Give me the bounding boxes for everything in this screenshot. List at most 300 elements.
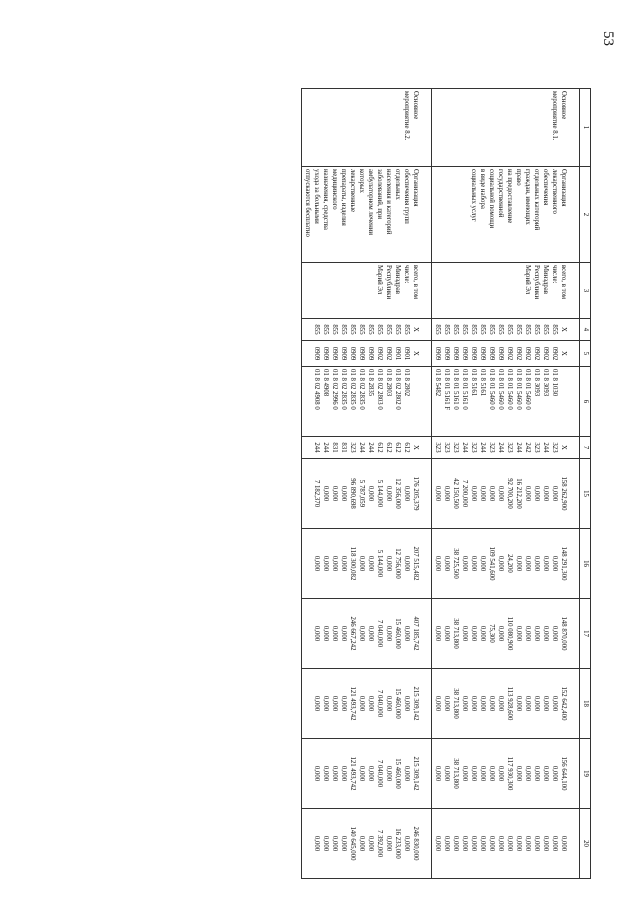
measure-name-cell xyxy=(374,89,383,167)
executor-cell: всего, в том xyxy=(558,263,580,319)
col-header: 17 xyxy=(580,599,591,669)
measure-description-cell: в виде набора xyxy=(477,167,486,263)
value-cell: 855 xyxy=(356,319,365,341)
value-cell: 244 xyxy=(495,437,504,459)
value-cell: 0,000 xyxy=(486,459,495,529)
value-cell: 855 xyxy=(365,319,374,341)
value-cell: 612 xyxy=(383,437,392,459)
value-cell: 0,000 xyxy=(531,669,540,739)
measure-name-cell: Основное xyxy=(410,89,432,167)
executor-cell xyxy=(450,263,459,319)
value-cell: 0,000 xyxy=(468,529,477,599)
executor-cell: всего, в том xyxy=(410,263,432,319)
table-row xyxy=(549,89,558,879)
value-cell: X xyxy=(410,437,432,459)
value-cell: 0909 xyxy=(329,341,338,367)
header-row xyxy=(580,89,591,879)
value-cell: 0,000 xyxy=(549,669,558,739)
value-cell: 0,000 xyxy=(383,809,392,879)
value-cell: 0,000 xyxy=(311,739,320,809)
rotated-table-container xyxy=(111,88,591,878)
value-cell: 0902 xyxy=(522,341,531,367)
measure-description-cell: препараты, изделия xyxy=(338,167,347,263)
value-cell: 0909 xyxy=(495,341,504,367)
value-cell: 12 356,000 xyxy=(392,459,401,529)
budget-table xyxy=(301,88,591,879)
value-cell xyxy=(302,367,312,437)
col-header: 20 xyxy=(580,809,591,879)
executor-cell xyxy=(459,263,468,319)
value-cell: 855 xyxy=(522,319,531,341)
value-cell: 612 xyxy=(401,437,410,459)
value-cell: 215 309,142 xyxy=(410,669,432,739)
value-cell: 01 8 01 5460 0 xyxy=(495,367,504,437)
value-cell: 244 xyxy=(356,437,365,459)
measure-name-cell xyxy=(522,89,531,167)
measure-description-cell: которых xyxy=(356,167,365,263)
measure-name-cell xyxy=(347,89,356,167)
value-cell: 38 725,500 xyxy=(450,529,459,599)
value-cell: 0,000 xyxy=(320,809,329,879)
measure-name-cell xyxy=(450,89,459,167)
value-cell: 15 460,000 xyxy=(392,739,401,809)
value-cell: 323 xyxy=(504,437,513,459)
value-cell: 0909 xyxy=(477,341,486,367)
value-cell: 831 xyxy=(329,437,338,459)
measure-description-cell: государственной xyxy=(495,167,504,263)
value-cell: 0,000 xyxy=(477,669,486,739)
value-cell: 0,000 xyxy=(531,739,540,809)
value-cell: 0909 xyxy=(347,341,356,367)
table-row xyxy=(365,89,374,879)
value-cell: 0,000 xyxy=(504,809,513,879)
value-cell: 855 xyxy=(338,319,347,341)
measure-name-cell xyxy=(459,89,468,167)
value-cell: 7 392,000 xyxy=(374,809,383,879)
measure-name-cell xyxy=(392,89,401,167)
value-cell: 207 515,482 xyxy=(410,529,432,599)
executor-cell: Республики xyxy=(383,263,392,319)
executor-cell xyxy=(495,263,504,319)
measure-description-cell: лекарственные xyxy=(347,167,356,263)
value-cell: 0,000 xyxy=(531,599,540,669)
value-cell xyxy=(558,367,580,437)
value-cell xyxy=(302,739,312,809)
value-cell: 0,000 xyxy=(329,529,338,599)
measure-description-cell: населения и категорий xyxy=(383,167,392,263)
value-cell: 0902 xyxy=(374,341,383,367)
value-cell: 117 930,300 xyxy=(504,739,513,809)
measure-name-cell xyxy=(540,89,549,167)
value-cell: 15 460,000 xyxy=(392,669,401,739)
value-cell: 244 xyxy=(459,437,468,459)
value-cell: 140 645,000 xyxy=(347,809,356,879)
col-header: 2 xyxy=(580,167,591,263)
value-cell: 0,000 xyxy=(365,529,374,599)
measure-name-cell xyxy=(531,89,540,167)
value-cell: 0,000 xyxy=(486,739,495,809)
value-cell: 0,000 xyxy=(513,599,522,669)
value-cell: 0,000 xyxy=(356,599,365,669)
value-cell: 0,000 xyxy=(311,599,320,669)
value-cell xyxy=(410,367,432,437)
measure-name-cell xyxy=(441,89,450,167)
value-cell: 0,000 xyxy=(356,529,365,599)
value-cell: 855 xyxy=(329,319,338,341)
value-cell: 0,000 xyxy=(549,599,558,669)
value-cell: 0902 xyxy=(513,341,522,367)
value-cell: 0909 xyxy=(486,341,495,367)
value-cell: 01 8 02 2996 0 xyxy=(329,367,338,437)
value-cell: 01 8 02 2803 0 xyxy=(374,367,383,437)
measure-name-cell xyxy=(311,89,320,167)
value-cell: 148 291,300 xyxy=(558,529,580,599)
value-cell: 7 040,000 xyxy=(374,599,383,669)
value-cell: 0,000 xyxy=(441,809,450,879)
value-cell: 01 8 01 5161 F xyxy=(441,367,450,437)
value-cell: 831 xyxy=(338,437,347,459)
value-cell xyxy=(302,669,312,739)
value-cell: 0,000 xyxy=(338,669,347,739)
value-cell: 855 xyxy=(374,319,383,341)
value-cell: 0902 xyxy=(383,341,392,367)
value-cell: 323 xyxy=(549,437,558,459)
table-row xyxy=(504,89,513,879)
value-cell: 0,000 xyxy=(383,599,392,669)
value-cell xyxy=(302,437,312,459)
measure-name-cell xyxy=(495,89,504,167)
table-row xyxy=(356,89,365,879)
measure-description-cell: ухода за больными xyxy=(311,167,320,263)
value-cell: 323 xyxy=(432,437,442,459)
value-cell: 244 xyxy=(540,437,549,459)
value-cell: X xyxy=(558,319,580,341)
value-cell: 0,000 xyxy=(441,739,450,809)
value-cell: 0901 xyxy=(401,341,410,367)
executor-cell xyxy=(441,263,450,319)
executor-cell: Минздрав xyxy=(540,263,549,319)
executor-cell xyxy=(486,263,495,319)
measure-description-cell: медицинского xyxy=(329,167,338,263)
table-row xyxy=(383,89,392,879)
measure-description-cell: отдельных категорий xyxy=(531,167,540,263)
value-cell: 855 xyxy=(459,319,468,341)
value-cell: 0902 xyxy=(531,341,540,367)
value-cell: 0,000 xyxy=(540,459,549,529)
value-cell: 01 8 02 2802 0 xyxy=(392,367,401,437)
value-cell: 0,000 xyxy=(338,739,347,809)
value-cell: 0,000 xyxy=(441,529,450,599)
value-cell: X xyxy=(410,341,432,367)
value-cell: 612 xyxy=(392,437,401,459)
measure-description-cell: лекарственного xyxy=(549,167,558,263)
value-cell: 323 xyxy=(486,437,495,459)
value-cell: 0,000 xyxy=(522,529,531,599)
value-cell: 0,000 xyxy=(320,739,329,809)
value-cell: 0,000 xyxy=(356,739,365,809)
value-cell: 0,000 xyxy=(311,809,320,879)
measure-name-cell: Основное xyxy=(558,89,580,167)
value-cell: 24,200 xyxy=(504,529,513,599)
value-cell: 0,000 xyxy=(432,459,442,529)
value-cell: 0,000 xyxy=(549,529,558,599)
measure-description-cell: обеспечения xyxy=(540,167,549,263)
value-cell: 0,000 xyxy=(401,669,410,739)
value-cell: 38 713,800 xyxy=(450,739,459,809)
table-row xyxy=(495,89,504,879)
value-cell: 0,000 xyxy=(320,529,329,599)
value-cell: 0909 xyxy=(338,341,347,367)
value-cell: 01 8 01 5161 0 xyxy=(450,367,459,437)
value-cell: 01 8 02 4908 0 xyxy=(311,367,320,437)
table-row xyxy=(329,89,338,879)
measure-name-cell xyxy=(477,89,486,167)
value-cell: 0,000 xyxy=(432,599,442,669)
value-cell: 246 667,242 xyxy=(347,599,356,669)
table-row xyxy=(477,89,486,879)
measure-name-cell: мероприятие 8.1. xyxy=(549,89,558,167)
value-cell: 109 541,600 xyxy=(486,529,495,599)
value-cell: 38 713,800 xyxy=(450,599,459,669)
value-cell: 0,000 xyxy=(401,739,410,809)
col-header: 15 xyxy=(580,459,591,529)
value-cell: 0909 xyxy=(311,341,320,367)
table-row xyxy=(558,89,580,879)
executor-cell: числе: xyxy=(401,263,410,319)
value-cell: X xyxy=(558,437,580,459)
measure-name-cell xyxy=(338,89,347,167)
value-cell: 110 080,900 xyxy=(504,599,513,669)
value-cell: 0,000 xyxy=(432,739,442,809)
value-cell: 01 8 2803 xyxy=(383,367,392,437)
value-cell: 407 185,742 xyxy=(410,599,432,669)
col-header: 6 xyxy=(580,367,591,437)
value-cell xyxy=(302,529,312,599)
value-cell: 244 xyxy=(311,437,320,459)
value-cell xyxy=(302,809,312,879)
value-cell: X xyxy=(410,319,432,341)
value-cell: 01 8 2802 xyxy=(401,367,410,437)
value-cell: 7 182,370 xyxy=(311,459,320,529)
value-cell: 0,000 xyxy=(540,599,549,669)
col-header: 5 xyxy=(580,341,591,367)
value-cell: 0,000 xyxy=(311,669,320,739)
value-cell: 0,000 xyxy=(513,529,522,599)
value-cell: 0,000 xyxy=(468,809,477,879)
value-cell: 01 8 3093 xyxy=(531,367,540,437)
table-row xyxy=(320,89,329,879)
value-cell: 5 787,059 xyxy=(356,459,365,529)
value-cell: 0,000 xyxy=(495,809,504,879)
value-cell: 0,000 xyxy=(320,669,329,739)
table-row xyxy=(347,89,356,879)
measure-name-cell xyxy=(302,89,312,167)
value-cell: 01 8 3093 xyxy=(540,367,549,437)
value-cell: 612 xyxy=(374,437,383,459)
measure-name-cell xyxy=(383,89,392,167)
value-cell: 0,000 xyxy=(338,459,347,529)
value-cell: 0,000 xyxy=(320,599,329,669)
table-row xyxy=(513,89,522,879)
table-row xyxy=(531,89,540,879)
table-row xyxy=(450,89,459,879)
value-cell: 148 870,000 xyxy=(558,599,580,669)
value-cell: 01 8 2835 xyxy=(365,367,374,437)
value-cell: 0,000 xyxy=(311,529,320,599)
value-cell: 01 8 02 2835 0 xyxy=(347,367,356,437)
value-cell: 246 830,000 xyxy=(410,809,432,879)
table-row xyxy=(401,89,410,879)
value-cell: 0,000 xyxy=(459,739,468,809)
measure-description-cell: обеспечения групп xyxy=(401,167,410,263)
value-cell: 121 493,742 xyxy=(347,669,356,739)
value-cell: 0,000 xyxy=(365,459,374,529)
value-cell: 244 xyxy=(477,437,486,459)
table-row xyxy=(338,89,347,879)
value-cell: 855 xyxy=(504,319,513,341)
value-cell: 0909 xyxy=(432,341,442,367)
measure-description-cell xyxy=(450,167,459,263)
executor-cell xyxy=(320,263,329,319)
value-cell: 0,000 xyxy=(468,599,477,669)
table-row xyxy=(441,89,450,879)
value-cell: 0,000 xyxy=(441,669,450,739)
value-cell: 0,000 xyxy=(329,739,338,809)
value-cell: 0,000 xyxy=(459,529,468,599)
value-cell: 0,000 xyxy=(549,809,558,879)
measure-description-cell: Организация xyxy=(410,167,432,263)
col-header: 4 xyxy=(580,319,591,341)
value-cell: 0,000 xyxy=(450,809,459,879)
value-cell: 01 8 02 2835 0 xyxy=(338,367,347,437)
value-cell: 0,000 xyxy=(432,529,442,599)
value-cell: 0,000 xyxy=(495,529,504,599)
value-cell: 121 493,742 xyxy=(347,739,356,809)
value-cell: 0902 xyxy=(549,341,558,367)
value-cell: 7 040,000 xyxy=(374,669,383,739)
value-cell: 855 xyxy=(432,319,442,341)
value-cell: 96 890,698 xyxy=(347,459,356,529)
measure-description-cell: на предоставление xyxy=(504,167,513,263)
value-cell: 0,000 xyxy=(383,739,392,809)
executor-cell xyxy=(356,263,365,319)
executor-cell xyxy=(504,263,513,319)
value-cell: 01 8 02 2835 0 xyxy=(356,367,365,437)
measure-name-cell xyxy=(513,89,522,167)
value-cell: 0,000 xyxy=(356,669,365,739)
value-cell: 0,000 xyxy=(459,809,468,879)
measure-name-cell xyxy=(356,89,365,167)
value-cell: 855 xyxy=(495,319,504,341)
value-cell: 01 8 5161 xyxy=(477,367,486,437)
value-cell: 01 8 01 5161 0 xyxy=(459,367,468,437)
value-cell: 0909 xyxy=(356,341,365,367)
value-cell: 323 xyxy=(531,437,540,459)
value-cell: 92 700,200 xyxy=(504,459,513,529)
value-cell: 0,000 xyxy=(459,669,468,739)
executor-cell xyxy=(432,263,442,319)
value-cell: 0,000 xyxy=(329,809,338,879)
value-cell: 0,000 xyxy=(477,529,486,599)
table-row xyxy=(311,89,320,879)
value-cell: 0,000 xyxy=(522,669,531,739)
col-header: 18 xyxy=(580,669,591,739)
value-cell: 0,000 xyxy=(329,669,338,739)
value-cell: 0,000 xyxy=(558,809,580,879)
executor-cell xyxy=(329,263,338,319)
value-cell: 01 8 5161 xyxy=(468,367,477,437)
value-cell: 0,000 xyxy=(365,739,374,809)
value-cell: 0902 xyxy=(540,341,549,367)
value-cell: 855 xyxy=(450,319,459,341)
value-cell: 0,000 xyxy=(495,739,504,809)
value-cell: 0909 xyxy=(468,341,477,367)
value-cell: 244 xyxy=(365,437,374,459)
col-header: 3 xyxy=(580,263,591,319)
value-cell: 855 xyxy=(311,319,320,341)
value-cell: 16 212,200 xyxy=(513,459,522,529)
measure-name-cell xyxy=(486,89,495,167)
measure-description-cell xyxy=(459,167,468,263)
value-cell: 113 928,600 xyxy=(504,669,513,739)
value-cell: 0,000 xyxy=(401,809,410,879)
value-cell: 0909 xyxy=(450,341,459,367)
executor-cell xyxy=(338,263,347,319)
table-row xyxy=(302,89,312,879)
value-cell: 0,000 xyxy=(432,809,442,879)
measure-description-cell: право xyxy=(513,167,522,263)
value-cell: 0,000 xyxy=(531,459,540,529)
value-cell: 0,000 xyxy=(477,739,486,809)
table-row xyxy=(459,89,468,879)
value-cell: 0,000 xyxy=(531,809,540,879)
measure-name-cell xyxy=(432,89,442,167)
value-cell: 5 144,000 xyxy=(374,459,383,529)
measure-name-cell xyxy=(468,89,477,167)
col-header: 19 xyxy=(580,739,591,809)
value-cell: 0,000 xyxy=(540,529,549,599)
executor-cell: Марий Эл xyxy=(522,263,531,319)
value-cell: 0,000 xyxy=(468,739,477,809)
value-cell: 0,000 xyxy=(329,599,338,669)
value-cell: 0909 xyxy=(320,341,329,367)
table-row xyxy=(486,89,495,879)
table-row xyxy=(410,89,432,879)
value-cell: 75,300 xyxy=(486,599,495,669)
value-cell: 5 144,000 xyxy=(374,529,383,599)
value-cell: 0,000 xyxy=(432,669,442,739)
value-cell: 0,000 xyxy=(477,599,486,669)
value-cell: 0,000 xyxy=(513,809,522,879)
value-cell: 01 8 01 5460 0 xyxy=(486,367,495,437)
value-cell: 16 233,000 xyxy=(392,809,401,879)
executor-cell xyxy=(365,263,374,319)
value-cell: 0,000 xyxy=(401,459,410,529)
value-cell: 0,000 xyxy=(513,669,522,739)
value-cell: 0,000 xyxy=(365,599,374,669)
value-cell: 15 460,000 xyxy=(392,599,401,669)
value-cell: 0,000 xyxy=(338,529,347,599)
measure-description-cell: социальной помощи xyxy=(486,167,495,263)
value-cell xyxy=(302,459,312,529)
value-cell: 0,000 xyxy=(401,599,410,669)
value-cell: 38 713,800 xyxy=(450,669,459,739)
value-cell: 156 644,100 xyxy=(558,739,580,809)
value-cell: 176 205,379 xyxy=(410,459,432,529)
value-cell: 323 xyxy=(441,437,450,459)
value-cell: 01 8 01 5460 0 xyxy=(522,367,531,437)
value-cell: X xyxy=(558,341,580,367)
